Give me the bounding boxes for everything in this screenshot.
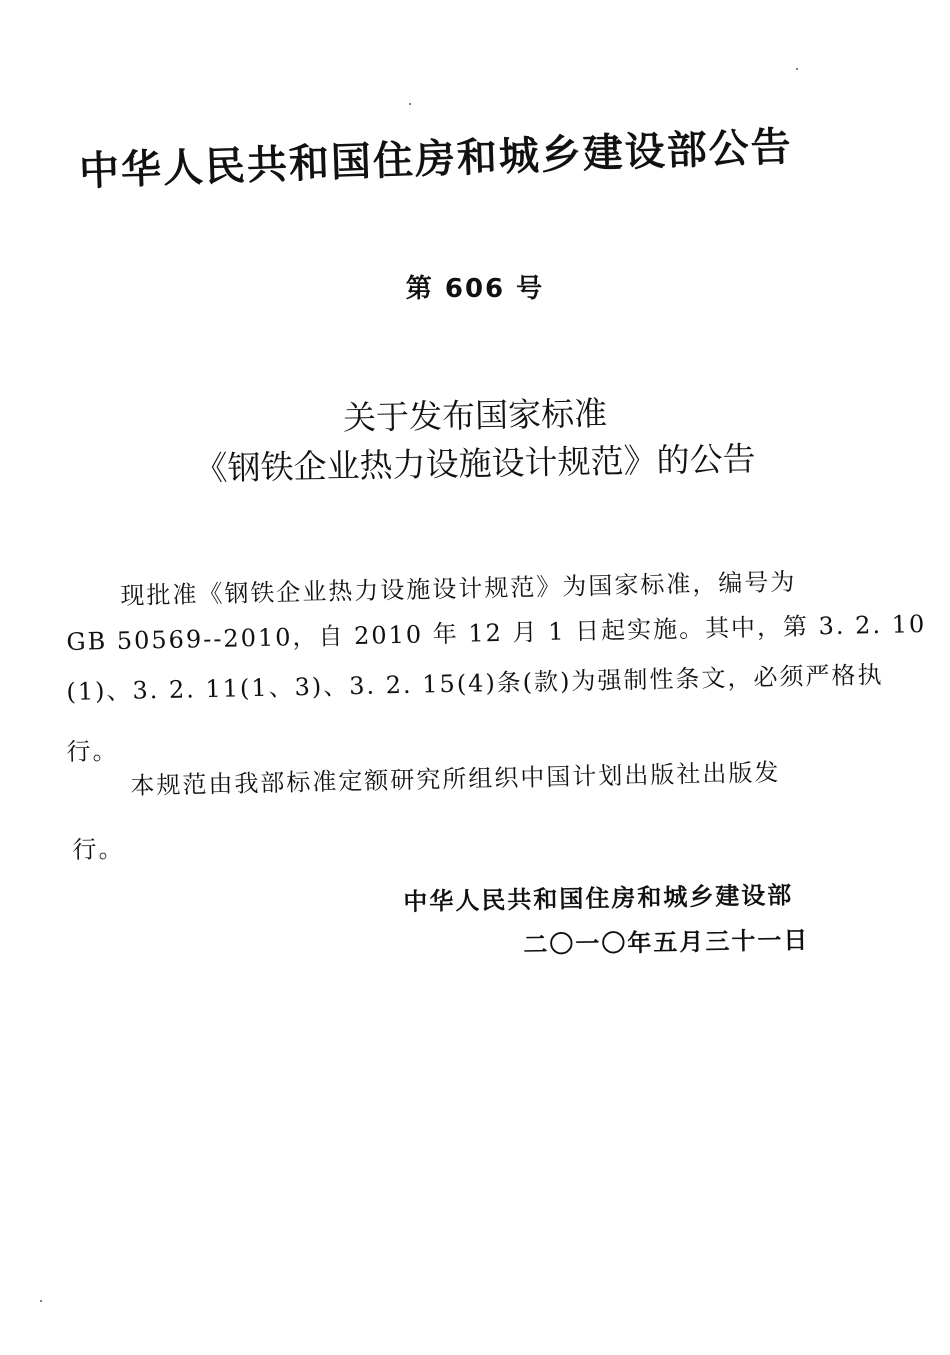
issuer-signature: 中华人民共和国住房和城乡建设部 [403, 881, 794, 916]
scan-speck [409, 103, 411, 105]
body-line: 现批准《钢铁企业热力设施设计规范》为国家标准，编号为 [120, 567, 797, 610]
body-line: GB 50569--2010，自 2010 年 12 月 1 日起实施。其中，第 3. 2. 10 [66, 609, 927, 656]
scan-speck [40, 1300, 42, 1302]
body-line: 行。 [66, 736, 119, 766]
issue-date: 二〇一〇年五月三十一日 [523, 926, 810, 959]
announcement-headline: 中华人民共和国住房和城乡建设部公告 [78, 124, 794, 195]
body-line: 行。 [72, 834, 125, 864]
announcement-number: 第 606 号 [405, 274, 545, 304]
body-line: 本规范由我部标准定额研究所组织中国计划出版社出版发 [130, 758, 781, 800]
subtitle-line-1: 关于发布国家标准 [342, 393, 608, 438]
body-line: (1)、3. 2. 11(1、3)、3. 2. 15(4)条(款)为强制性条文，必须严格执 [66, 660, 884, 706]
scan-speck [796, 68, 798, 70]
subtitle-line-2: 《钢铁企业热力设施设计规范》的公告 [194, 439, 756, 488]
